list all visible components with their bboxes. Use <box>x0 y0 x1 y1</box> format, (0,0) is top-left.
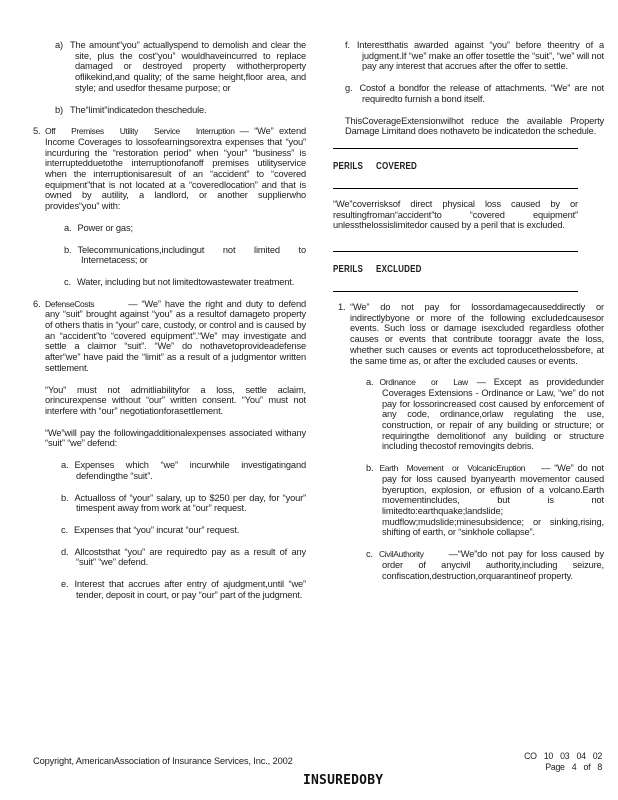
list-item-text: Interestthatis awarded against “you” before theentry of a judgment.If “we” make an offer tosettle the “suit”, “we” will not pay any interest that accrues after the offer to settle. <box>356 40 604 72</box>
section-header-perils-excluded <box>333 251 578 292</box>
item-1-paragraph <box>338 302 604 366</box>
list-item-text: Telecommunications,includingut not limited to Internetacess; or <box>77 244 306 266</box>
item-marker: b. <box>64 244 72 255</box>
item-marker: c. <box>64 276 71 287</box>
perils-covered-paragraph: “We”coverrisksof direct physical loss caused by or resultingfroman“accident”to “covered equipment” unlessthelossislimitedor caused by a peril that is excluded. <box>333 198 578 231</box>
list-item-g <box>333 83 604 104</box>
section-header-perils-covered <box>333 148 578 189</box>
item-marker: g. <box>345 83 353 94</box>
list-item-text: Expenses that “you” incurat “our” request. <box>73 524 240 535</box>
item-marker: c. <box>366 549 373 560</box>
list-item-f <box>333 40 604 72</box>
list-item-text: Power or gas; <box>77 222 133 233</box>
footer-copyright: Copyright, AmericanAssociation of Insurance Services, Inc., 2002 <box>33 756 293 766</box>
item-marker: f. <box>345 40 350 50</box>
section-title: PERILS COVERED <box>333 160 417 172</box>
item-6-paragraph <box>33 298 306 374</box>
item-heading: Off Premises Utility Service Interruption <box>45 126 235 137</box>
item-marker: c. <box>61 524 68 535</box>
list-item-text: Costof a bondfor the release of attachments. “We” are not requiredto furnish a bond itself. <box>359 83 604 104</box>
list-item <box>45 245 306 266</box>
list-item-text: Water, including but not limitedtowastewater treatment. <box>76 276 295 287</box>
excluded-sub-c-civil-authority <box>333 549 604 581</box>
coverage-extension-paragraph: ThisCoverageExtensionwilhot reduce the available Property Damage Limitand does nothaveto be indicatedon the schedule. <box>345 115 604 137</box>
item-marker: a. <box>61 460 69 471</box>
item-5-paragraph <box>33 126 306 212</box>
footer-form-code-block <box>450 751 602 773</box>
list-item <box>45 579 306 600</box>
item-marker: a) <box>55 40 63 50</box>
item-body: — “We” do not pay for loss caused byanyearth movementor caused byeruption, explosion, or effusion of a volcano.Earth movementincludes, but is not limitedto:earthquake;landslide; mudflow;mudslide;minesubsidence; or sinking,rising, shifting of earth, or “sinkhole collapse”. <box>382 463 604 538</box>
item-marker: d. <box>61 546 69 557</box>
item-marker: b. <box>61 492 69 503</box>
item-heading: Earth Movement or VolcanicEruption <box>379 463 526 474</box>
item-body: — “We” extend Income Coverages to lossofearningsorextra expenses that “you” incurduring the “restoration period” when “your” “business” is interruptedduetothe interruptionofanoff premises utilityservice when the interruptionisaresult of an “accident” to “covered equipment”that is not located at a “coveredlocation” and that is owned by autility, a landlord, or another supplierwho provides“you” with: <box>45 126 306 212</box>
page-number: Page 4 of 8 <box>545 762 602 772</box>
list-item <box>45 460 306 481</box>
list-item-text: Actualloss of “your” salary, up to $250 per day, for “your” timespent away from work at “our” request. <box>74 492 306 514</box>
insured-stamp: INSUREDOBY <box>303 773 384 788</box>
left-column <box>33 40 306 611</box>
item-body: — “We” have the right and duty to defend any “suit” brought against “you” as a resultof damageto property of others thatis in “your” care, custody, or control and is caused by an “accident”to “covered equipment”.“We” may investigate and settle a claimor “suit”. “We” do nothavetoprovideadefense after“we” have paid the “limit” as a result of a judgmentor written settlement. <box>45 298 306 373</box>
item-number: 6. <box>33 298 41 309</box>
list-item <box>45 277 306 288</box>
list-item <box>45 493 306 514</box>
item-marker: b. <box>366 463 374 474</box>
item-5-off-premises <box>33 126 306 287</box>
item-body: — Except as providedunder Coverages Extensions - Ordinance or Law, “we” do not pay for lossorincreased cost caused by enforcement of any code, ordinance,orlaw regulating the use, construction, or repair of any building or structure; or requiringthe demolitionof any building or structure including thecostof removingits debris. <box>382 377 604 452</box>
list-item-text: Expenses which “we” incurwhile investigatingand defendingthe “suit”. <box>74 460 306 481</box>
item-marker: a. <box>64 222 72 233</box>
list-item-text: Interest that accrues after entry of ajudgment,until “we” tender, deposit in court, or pay “our” part of the judgment. <box>74 579 306 600</box>
paragraph: “We”will pay the followingadditionalexpenses associated withany “suit” “we” defend: <box>45 427 306 449</box>
item-body: —“We”do not pay for loss caused by order of anycivil authority,including seizure, confiscation,destruction,orquarantineof property. <box>382 549 604 581</box>
list-item-text: Allcoststhat “you” are requiredto pay as a result of any “suit” “we” defend. <box>74 546 306 568</box>
list-item <box>45 223 306 234</box>
list-item-text: The amount“you” actuallyspend to demolish and clear the site, plus the cost“you” wouldhaveincurred to replace damaged or destroyed property withotherproperty oflikekind,and quality; of the same height,floor area, and style; and usedfor thesame purpose; or <box>69 40 306 93</box>
item-heading: DefenseCosts <box>45 298 95 309</box>
list-item <box>45 525 306 536</box>
item-marker: b) <box>55 104 63 115</box>
item-number: 5. <box>33 126 41 137</box>
section-title: PERILS EXCLUDED <box>333 264 422 276</box>
list-item-b <box>33 105 306 116</box>
item-heading: CivilAuthority <box>378 549 424 560</box>
paragraph: “You” must not admitliabilityfor a loss, settle aclaim, orincurexpense without “our” written consent. “You” must not interfere with “our” negotiationforasettlement. <box>45 384 306 416</box>
list-item-a <box>33 40 306 94</box>
item-body: “We” do not pay for lossordamagecauseddirectly or indirectlybyone or more of the following excludedcausesor events. Such loss or damage isexcluded regardless ofother causes or events that contribute tooraggr avate the loss, whether such causes or events act toproducethelossbefore, at the same time as, or after the excluded causes or events. <box>350 302 604 366</box>
item-6-defense-costs <box>33 299 306 601</box>
excluded-sub-a-ordinance <box>333 377 604 452</box>
item-marker: e. <box>61 579 69 590</box>
item-number: 1. <box>338 302 346 313</box>
right-column <box>333 40 604 592</box>
list-item-text: The“limit”indicatedon theschedule. <box>69 104 207 115</box>
form-code: CO 10 03 04 02 <box>524 751 602 761</box>
list-item <box>45 547 306 568</box>
excluded-item-1 <box>333 302 604 366</box>
item-heading: Ordinance or Law <box>379 377 468 388</box>
excluded-sub-b-earth-movement <box>333 463 604 538</box>
item-marker: a. <box>366 377 374 388</box>
